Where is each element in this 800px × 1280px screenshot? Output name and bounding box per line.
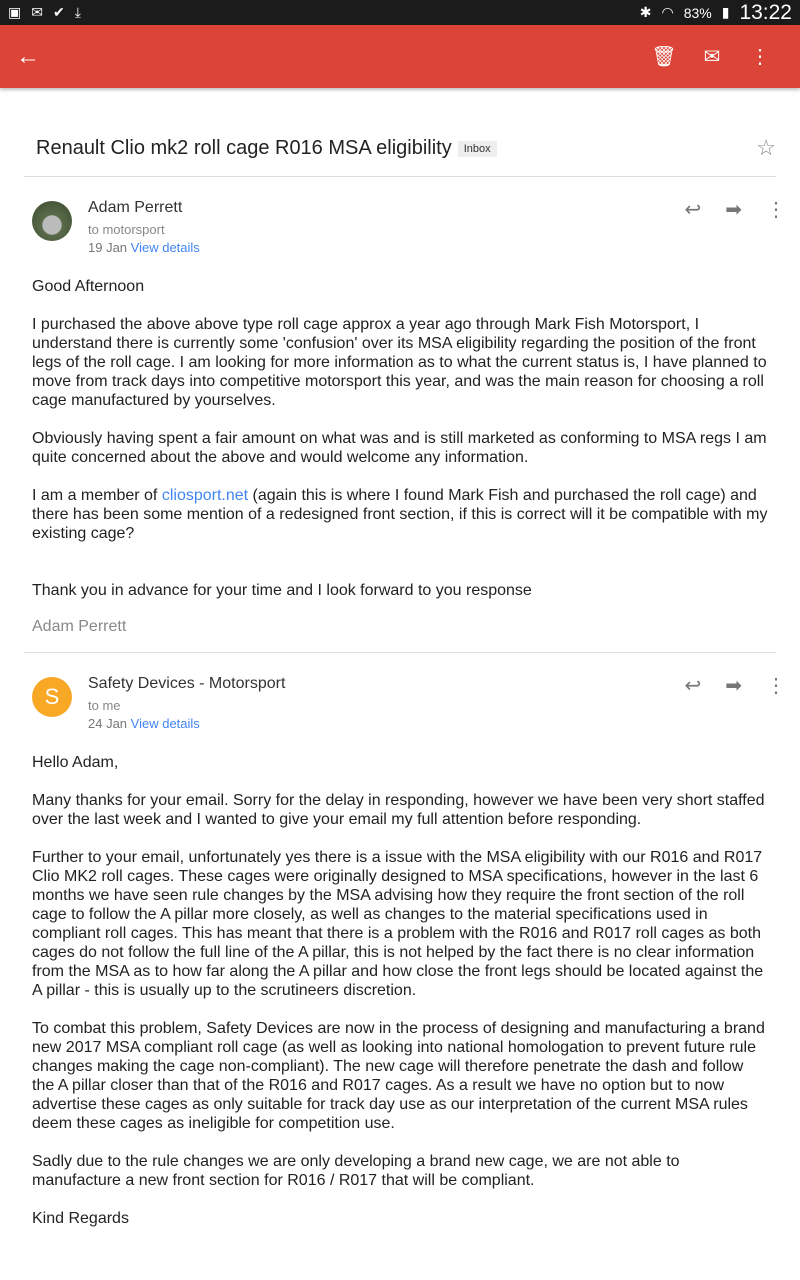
avatar[interactable]: S — [32, 677, 72, 717]
cliosport-link[interactable]: cliosport.net — [161, 487, 249, 504]
message-menu-icon[interactable]: ⋮ — [766, 675, 786, 697]
message-header[interactable] — [0, 653, 800, 753]
inbox-label[interactable]: Inbox — [458, 141, 497, 157]
paragraph: Kind Regards — [32, 1210, 129, 1227]
paragraph: Thank you in advance for your time and I look forward to you response — [32, 582, 532, 599]
forward-icon[interactable]: ➡ — [725, 675, 742, 697]
forward-icon[interactable]: ➡ — [725, 199, 742, 221]
message-header[interactable] — [0, 177, 800, 277]
status-bar — [0, 0, 800, 25]
message-body — [0, 277, 800, 636]
email-subject: Renault Clio mk2 roll cage R016 MSA eligibility — [36, 136, 452, 159]
email-notification-icon: ✉ — [31, 4, 43, 20]
more-options-icon[interactable]: ⋮ — [750, 46, 770, 68]
message-body — [0, 753, 800, 1228]
download-icon: ⤓ — [74, 4, 81, 20]
message-menu-icon[interactable]: ⋮ — [766, 199, 786, 221]
paragraph: Good Afternoon — [32, 278, 145, 295]
view-details-link[interactable]: View details — [130, 240, 200, 255]
text: (again this is where I found Mark Fish and purchased the roll cage) and there has been some mention of a redesigned front section, if this is correct will it be compatible with my existing cage? — [32, 487, 768, 542]
battery-percent: 83% — [683, 4, 712, 21]
paragraph: Further to your email, unfortunately yes there is a issue with the MSA eligibility with our R016 and R017 Clio MK2 roll cages. These cages were originally designed to MSA specifications, however in the last 6 months we have seen rule changes by the MSA advising how they require the front section of the roll cage to follow the A pillar more closely, as well as changes to the material specifications used in compliant roll cages. This has meant that there is a problem with the R016 and R017 roll cages as both cages do not follow the full line of the A pillar, this is not helped by the fact there is no clear information from the MSA as to how far along the A pillar and how close the front legs should be located against the A pillar - this is usually up to the scrutineers discretion. — [32, 849, 764, 999]
paragraph: Obviously having spent a fair amount on what was and is still marketed as conforming to MSA regs I am quite concerned about the above and would welcome any information. — [32, 430, 767, 466]
avatar[interactable] — [32, 201, 72, 241]
app-bar — [0, 25, 800, 88]
mark-unread-icon[interactable]: ✉ — [703, 46, 721, 68]
paragraph: Sadly due to the rule changes we are only developing a brand new cage, we are not able to manufacture a new front section for R016 / R017 that will be compliant. — [32, 1153, 680, 1189]
paragraph: To combat this problem, Safety Devices are now in the process of designing and manufacturing a brand new 2017 MSA compliant roll cage (as well as looking into national homologation to prevent future rule changes making the cage non-compliant). The new cage will therefore penetrate the dash and follow the A pillar closer than that of the R016 and R017 cages. As a result we have no option but to now advertise these cages as only suitable for track day use as our interpretation of the current MSA rules deem these cages as ineligible for competition use. — [32, 1020, 765, 1132]
sender-name: Safety Devices - Motorsport — [88, 675, 286, 692]
check-icon: ✔ — [52, 4, 65, 20]
delete-icon[interactable]: 🗑 — [651, 46, 677, 68]
paragraph: Many thanks for your email. Sorry for the delay in responding, however we have been very short staffed over the last week and I wanted to give your email my full attention before responding. — [32, 792, 765, 828]
star-icon[interactable]: ☆ — [756, 135, 776, 160]
recipient: to motorsport — [88, 222, 165, 237]
text: I am a member of — [32, 487, 162, 504]
message-date: 24 Jan — [88, 716, 128, 731]
reply-icon[interactable]: ↩ — [684, 675, 702, 697]
recipient: to me — [88, 698, 121, 713]
back-arrow-icon[interactable]: ← — [16, 42, 40, 70]
wifi-icon: ◠ — [661, 4, 674, 20]
reply-icon[interactable]: ↩ — [684, 199, 702, 221]
paragraph — [32, 486, 768, 543]
view-details-link[interactable]: View details — [130, 716, 200, 731]
sender-name: Adam Perrett — [88, 199, 183, 216]
message-date: 19 Jan — [88, 240, 128, 255]
clock: 13:22 — [739, 0, 792, 24]
signature: Adam Perrett — [32, 618, 127, 635]
bluetooth-icon: ✱ — [639, 4, 652, 20]
paragraph: I purchased the above above type roll cage approx a year ago through Mark Fish Motorsport, I understand there is currently some 'confusion' over its MSA eligibility regarding the position of the front legs of the roll cage. I am looking for more information as to what the current status is, I have planned to move from track days into competitive motorsport this year, and was the main reason for choosing a roll cage manufactured by yourselves. — [32, 316, 767, 409]
paragraph: Hello Adam, — [32, 754, 119, 771]
battery-icon: ▮ — [721, 4, 730, 20]
screenshot-icon: ▣ — [8, 4, 22, 20]
